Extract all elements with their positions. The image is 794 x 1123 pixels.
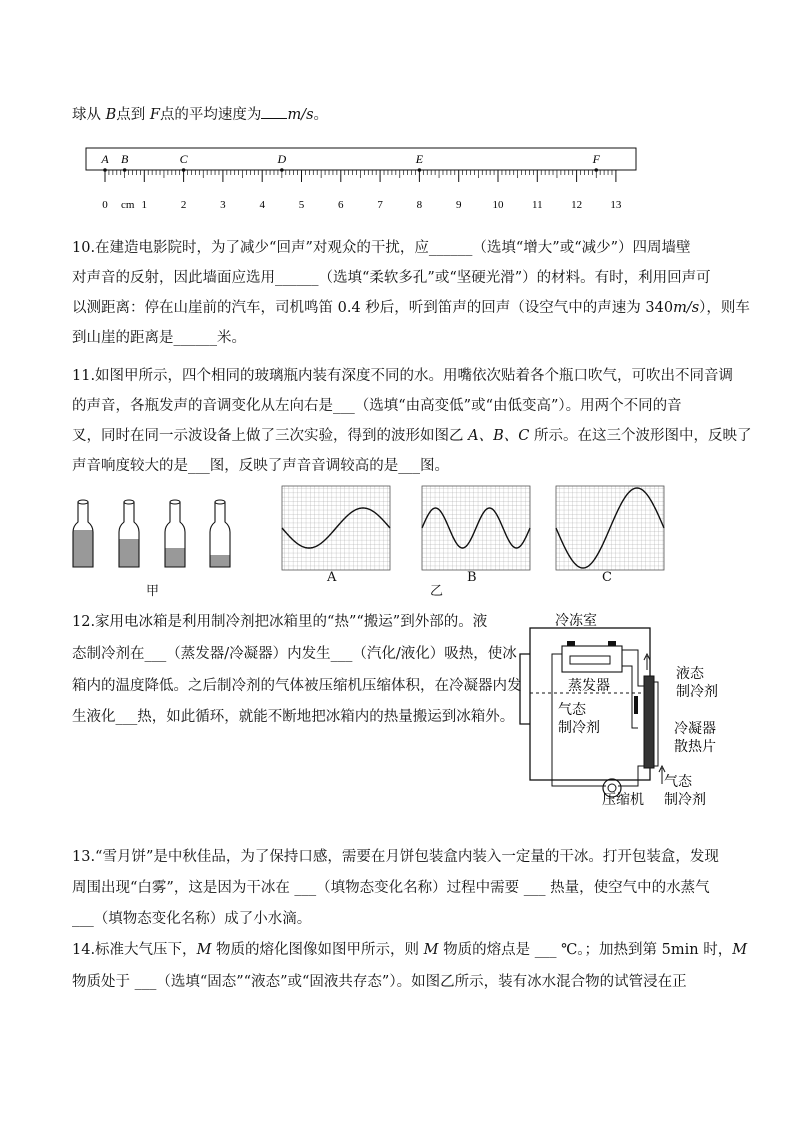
q12-line-2: 态制冷剂在___（蒸发器/冷凝器）内发生___（汽化/液化）吸热，使冰 <box>72 646 517 662</box>
bottle-1 <box>73 500 93 567</box>
bottle-2 <box>119 500 139 567</box>
waveforms-figure <box>280 484 680 584</box>
q9-text-1: 球从 <box>72 107 106 123</box>
ruler-tick-label: 3 <box>220 199 226 211</box>
q10-line-3 <box>72 298 750 318</box>
q11-line-1: 11.如图甲所示，四个相同的玻璃瓶内装有深度不同的水。用嘴依次贴着各个瓶口吹气，可吹出不同音调 <box>72 368 734 384</box>
label-gas-1: 气态 <box>558 702 586 718</box>
ruler-strip <box>86 148 636 170</box>
label-liquid-1: 液态 <box>676 666 704 682</box>
q10-line-1: 10.在建造电影院时，为了减少“回声”对观众的干扰，应______（选填“增大”或“减少”）四周墙壁 <box>72 240 691 256</box>
ruler-tick-label: 12 <box>571 199 583 211</box>
q13-line-2: 周围出现“白雾”，这是因为干冰在 ___（填物态变化名称）过程中需要 ___ 热量，使空气中的水蒸气 <box>72 880 710 896</box>
ruler-point-a <box>103 168 107 172</box>
ruler-tick-label: 9 <box>455 199 462 211</box>
condenser-fins <box>644 676 654 768</box>
ruler-tick-label: 10 <box>492 199 504 211</box>
evaporator-box <box>562 646 622 672</box>
ruler-point-label: E <box>415 152 424 166</box>
wave-panel-b <box>422 486 530 570</box>
wave-panel-a <box>282 486 390 570</box>
label-liquid-2: 制冷剂 <box>676 684 718 700</box>
ruler-point-label: B <box>120 152 129 166</box>
label-gas-b2: 制冷剂 <box>664 792 706 808</box>
q11-line-3 <box>72 426 751 446</box>
q14-line-1-b: 物质的熔化图像如图甲所示，则 <box>211 942 424 958</box>
label-condenser-1: 冷凝器 <box>674 721 716 737</box>
q11-line-3-a: 叉，同时在同一示波设备上做了三次实验，得到的波形如图乙 <box>72 428 469 444</box>
ruler-tick-label: 8 <box>416 199 423 211</box>
q11-line-3-b: 所示。在这三个波形图中，反映了 <box>529 428 752 444</box>
ruler-tick-label: 5 <box>298 199 305 211</box>
fridge-diagram <box>510 606 760 811</box>
ruler-point-d <box>280 168 284 172</box>
q13-line-3: ___（填物态变化名称）成了小水滴。 <box>72 911 312 927</box>
ruler-unit-label: cm <box>121 199 135 211</box>
ruler-tick-label: 6 <box>338 199 344 211</box>
q9-point-b: B <box>105 107 117 123</box>
ruler-tick-label: 2 <box>180 199 187 211</box>
ruler-point-f <box>594 168 598 172</box>
wave-panel-c <box>556 486 664 570</box>
label-condenser-2: 散热片 <box>674 739 716 755</box>
ruler-point-label: A <box>101 152 109 166</box>
bottle-3 <box>165 500 185 567</box>
label-evaporator: 蒸发器 <box>568 678 610 694</box>
ruler-points <box>100 152 600 172</box>
q9-text-3: 点的平均速度为 <box>159 107 262 123</box>
ruler-tick-label: 4 <box>259 199 265 211</box>
q10-line-2: 对声音的反射，因此墙面应选用______（选填“柔软多孔”或“坚硬光滑”）的材料。有时，利用回声可 <box>72 270 711 286</box>
wave-label-c: C <box>602 570 612 585</box>
q14-m-2: M <box>423 942 439 958</box>
q13-line-1: 13.“雪月饼”是中秋佳品，为了保持口感，需要在月饼包装盒内装入一定量的干冰。打开包装盒，发现 <box>72 849 719 865</box>
q11-line-2: 的声音，各瓶发声的音调变化从左向右是___（选填“由高变低”或“由低变高”）。用两个不同的音 <box>72 398 682 414</box>
q9-point-f: F <box>149 107 160 123</box>
q10-line-3-b: ），则车 <box>699 300 750 316</box>
bottle-4 <box>210 500 230 567</box>
label-compressor: 压缩机 <box>602 792 644 808</box>
q14-m-1: M <box>196 942 212 958</box>
label-gas-b1: 气态 <box>664 774 692 790</box>
q14-line-1-a: 14.标准大气压下， <box>72 942 197 958</box>
ruler-tick-label: 1 <box>141 199 148 211</box>
wave-label-a: A <box>327 570 337 585</box>
q12-line-1: 12.家用电冰箱是利用制冷剂把冰箱里的“热”“搬运”到外部的。液 <box>72 614 488 630</box>
q14-line-2: 物质处于 ___（选填“固态”“液态”或“固液共存态”）。如图乙所示，装有冰水混合物的试管浸在正 <box>72 974 687 990</box>
q9-unit: m/s <box>287 107 314 123</box>
label-gas-2: 制冷剂 <box>558 720 600 736</box>
label-freezer: 冷冻室 <box>555 613 597 629</box>
q9-line <box>72 103 328 125</box>
q14-line-1 <box>72 940 747 960</box>
q11-letters: A、B、C <box>468 428 530 444</box>
q14-line-1-c: 物质的熔点是 ___ ℃。；加热到第 5min 时， <box>438 942 733 958</box>
ruler-tick-label: 0 <box>102 199 108 211</box>
ruler-point-b <box>123 168 127 172</box>
bottles-figure <box>64 496 244 572</box>
q9-answer-blank[interactable] <box>261 103 287 119</box>
fig-label-jia: 甲 <box>146 584 160 599</box>
ruler-labels <box>102 199 622 211</box>
q9-end: 。 <box>313 107 329 123</box>
q14-m-3: M <box>732 942 748 958</box>
ruler-point-c <box>182 168 186 172</box>
ruler-point-label: C <box>179 152 188 166</box>
q9-text-2: 点到 <box>116 107 150 123</box>
q10-unit: m/s <box>673 300 700 316</box>
q10-line-4: 到山崖的距离是______米。 <box>72 330 246 346</box>
fridge-door <box>520 654 530 724</box>
ruler-point-e <box>418 168 422 172</box>
ruler-tick-label: 13 <box>610 199 622 211</box>
q11-line-4: 声音响度较大的是___图，反映了声音音调较高的是___图。 <box>72 458 449 474</box>
wave-label-b: B <box>467 570 477 585</box>
ruler-tick-label: 7 <box>377 199 383 211</box>
fig-label-yi: 乙 <box>430 584 444 599</box>
q12-line-4: 生液化___热，如此循环，就能不断地把冰箱内的热量搬运到冰箱外。 <box>72 709 515 725</box>
evaporator-coil <box>570 656 610 664</box>
q12-line-3: 箱内的温度降低。之后制冷剂的气体被压缩机压缩体积，在冷凝器内发 <box>72 678 522 694</box>
q10-line-3-a: 以测距离：停在山崖前的汽车，司机鸣笛 0.4 秒后，听到笛声的回声（设空气中的声速为 340 <box>72 300 674 316</box>
ruler-point-label: D <box>277 152 287 166</box>
ruler-point-label: F <box>592 152 600 166</box>
ruler-ticks <box>105 170 616 182</box>
ruler-figure <box>80 142 650 217</box>
ruler-tick-label: 11 <box>532 199 543 211</box>
